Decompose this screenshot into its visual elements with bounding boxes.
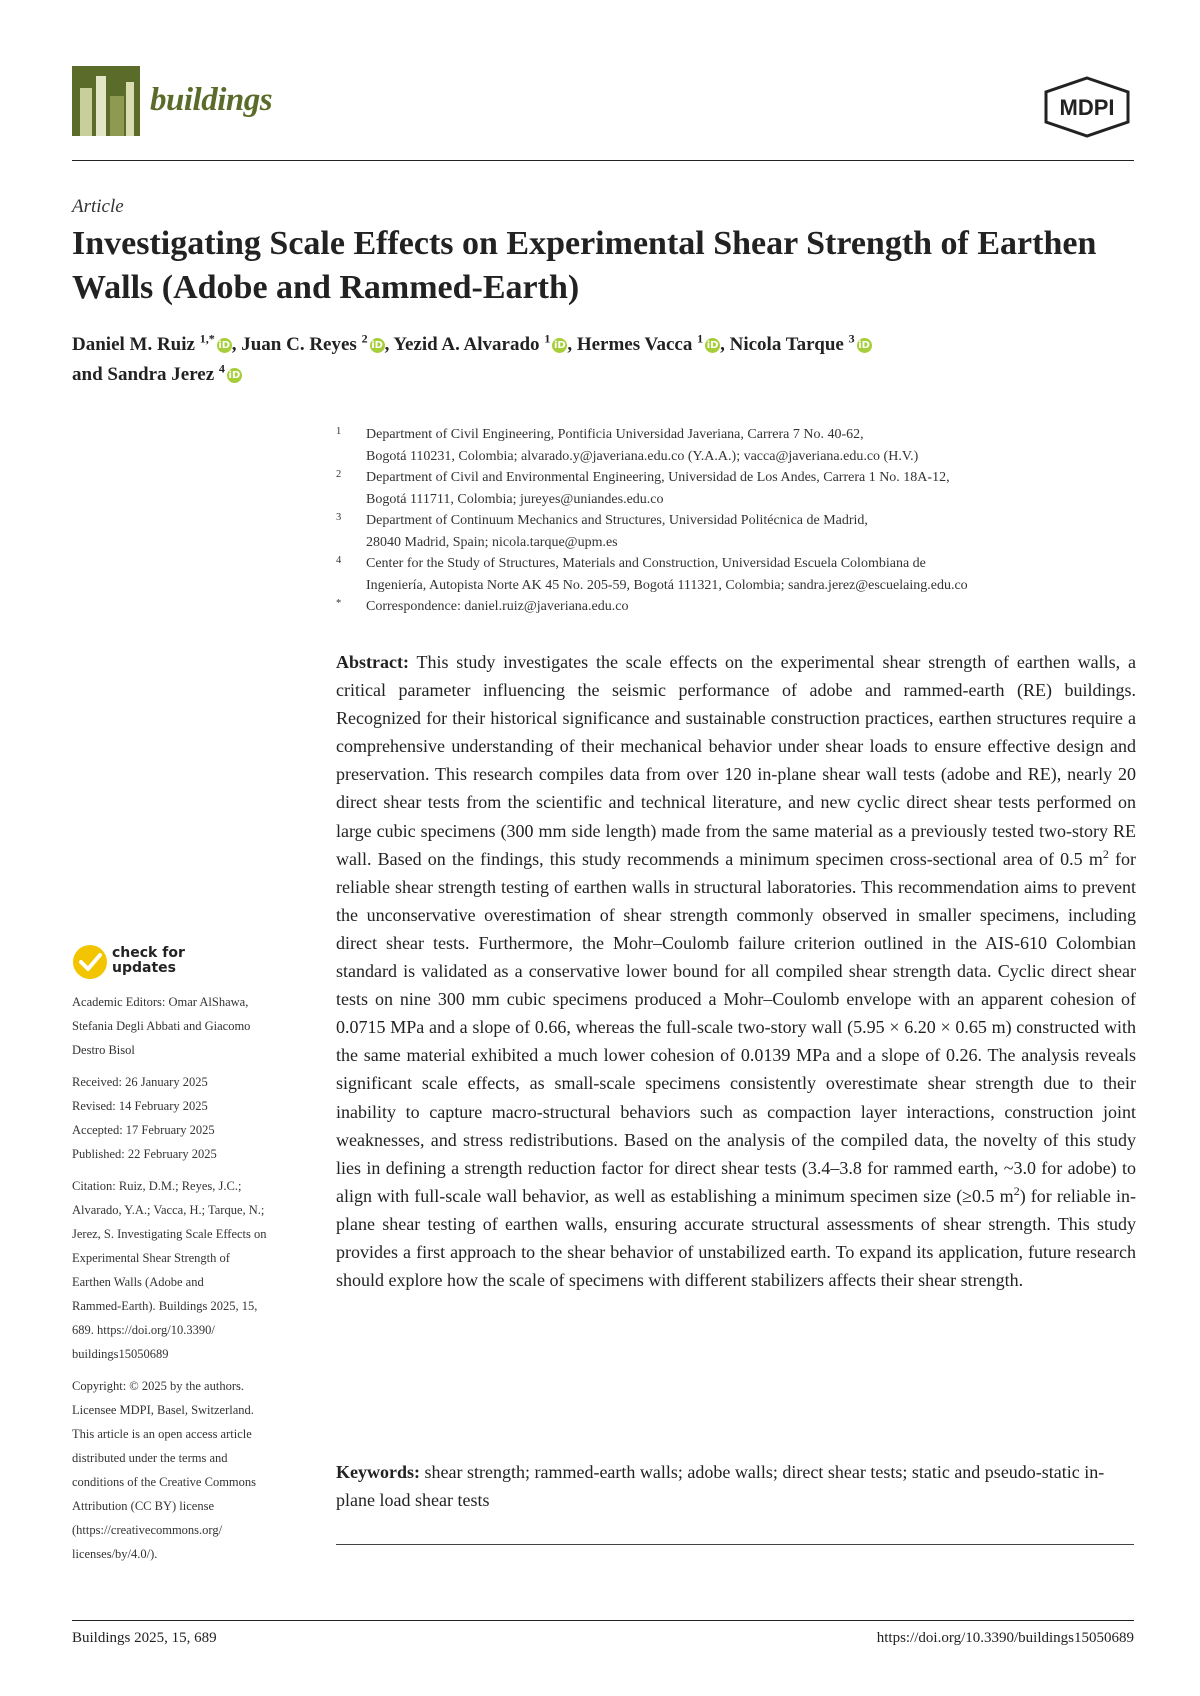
citation — [72, 1174, 312, 1366]
sidebar-line: Rammed-Earth). Buildings 2025, 15, — [72, 1299, 258, 1313]
orcid-icon[interactable]: iD — [706, 340, 719, 351]
author-affiliation-marker: 3 — [848, 331, 855, 346]
author-affiliation-marker: 1 — [697, 331, 704, 346]
journal-name: buildings — [150, 82, 273, 118]
keywords — [336, 1458, 1136, 1514]
sidebar-line: Stefania Degli Abbati and Giacomo — [72, 1019, 251, 1033]
revised-date: Revised: 14 February 2025 — [72, 1099, 208, 1113]
affiliations — [336, 424, 1136, 618]
affiliation-line: Center for the Study of Structures, Materials and Construction, Universidad Escuela Colombiana de — [366, 556, 926, 571]
sidebar-line: Licensee MDPI, Basel, Switzerland. — [72, 1403, 254, 1417]
correspondence-item — [336, 596, 1136, 618]
affiliation-item — [336, 553, 1136, 596]
academic-editors — [72, 990, 312, 1062]
author-name: Daniel M. Ruiz — [72, 334, 195, 355]
buildings-journal-logo — [72, 66, 140, 136]
copyright — [72, 1374, 312, 1566]
license-link[interactable]: licenses/by/4.0/). — [72, 1547, 158, 1561]
check-updates-line: updates — [112, 960, 176, 976]
check-updates-icon — [72, 944, 108, 980]
svg-text:MDPI: MDPI — [1059, 95, 1115, 120]
affiliation-item — [336, 510, 1136, 553]
abstract-divider — [336, 1544, 1134, 1545]
footer-citation: Buildings 2025, 15, 689 — [72, 1630, 217, 1646]
affiliation-line: Bogotá 110231, Colombia; alvarado.y@javeriana.edu.co (Y.A.A.); vacca@javeriana.edu.co (H.V.) — [366, 448, 919, 464]
affiliation-number: 1 — [336, 426, 342, 437]
correspondence-marker: * — [336, 598, 342, 609]
footer-divider — [72, 1620, 1134, 1621]
affiliation-item — [336, 467, 1136, 510]
author-name: Juan C. Reyes — [241, 334, 357, 355]
received-date: Received: 26 January 2025 — [72, 1075, 208, 1089]
abstract-label: Abstract: — [336, 652, 409, 672]
affiliation-line: Department of Continuum Mechanics and Structures, Universidad Politécnica de Madrid, — [366, 513, 868, 528]
sidebar-line: conditions of the Creative Commons — [72, 1475, 257, 1489]
abstract-text: for reliable shear strength testing of earthen walls in structural laboratories. This recommendation aims to prevent the unconservative overestimation of shear strength commonly observed in smaller specimens, including direct shear tests. Furthermore, the Mohr–Coulomb failure criterion outlined in the AIS-610 Colombian standard is validated as a conservative lower bound for all compiled shear strength data. Cyclic direct shear tests on nine 300 mm cubic specimens produced a Mohr–Coulomb envelope with an apparent cohesion of 0.0715 MPa and a slope of 0.66, whereas the full-scale two-story wall (5.95 × 6.20 × 0.65 m) constructed with the same material exhibited a much lower cohesion of 0.0139 MPa and a slope of 0.26. The analysis reveals significant scale effects, as small-scale specimens consistently overestimate shear strength due to their inability to capture macro-structural behaviors such as compaction layer interactions, construction joint weaknesses, and stress redistributions. Based on the analysis of the compiled data, the novelty of this study lies in defining a strength reduction factor for direct shear tests (3.4–3.8 for rammed earth, ~3.0 for adobe) to align with full-scale wall behavior, as well as establishing a minimum specimen size (≥0.5 m — [336, 848, 1136, 1206]
check-updates-text — [112, 946, 185, 976]
mdpi-logo — [1040, 76, 1134, 138]
sidebar-line: distributed under the terms and — [72, 1451, 228, 1465]
abstract-superscript: 2 — [1102, 846, 1109, 861]
orcid-icon[interactable]: iD — [218, 340, 231, 351]
abstract — [336, 648, 1136, 1294]
article-type: Article — [72, 196, 124, 217]
affiliation-line: Ingeniería, Autopista Norte AK 45 No. 205-59, Bogotá 111321, Colombia; sandra.jerez@escuelaing.edu.co — [366, 577, 968, 593]
author-affiliation-marker: 4 — [218, 361, 225, 376]
sidebar-line: Academic Editors: Omar AlShawa, — [72, 995, 249, 1009]
affiliation-line: Department of Civil and Environmental Engineering, Universidad de Los Andes, Carrera 1 No. 18A-12, — [366, 470, 950, 485]
check-updates-line: check for — [112, 945, 185, 961]
affiliation-item — [336, 424, 1136, 467]
orcid-icon[interactable]: iD — [553, 340, 566, 351]
affiliation-line: 28040 Madrid, Spain; nicola.tarque@upm.es — [366, 534, 618, 550]
author-affiliation-marker: 1,* — [199, 331, 215, 346]
sidebar-line: Citation: Ruiz, D.M.; Reyes, J.C.; — [72, 1179, 242, 1193]
author-name: Nicola Tarque — [729, 334, 844, 355]
doi-link[interactable]: 689. https://doi.org/10.3390/ — [72, 1323, 215, 1337]
author-name: Yezid A. Alvarado — [393, 334, 540, 355]
published-date: Published: 22 February 2025 — [72, 1147, 217, 1161]
author-name: Hermes Vacca — [576, 334, 693, 355]
keywords-text: shear strength; rammed-earth walls; adobe walls; direct shear tests; static and pseudo-static in-plane load shear tests — [336, 1462, 1105, 1510]
author-name: and Sandra Jerez — [72, 364, 215, 385]
doi-link[interactable]: buildings15050689 — [72, 1347, 169, 1361]
sidebar-line: This article is an open access article — [72, 1427, 252, 1441]
orcid-icon[interactable]: iD — [228, 370, 241, 381]
orcid-icon[interactable]: iD — [858, 340, 870, 351]
footer-doi-link[interactable]: https://doi.org/10.3390/buildings15050689 — [876, 1630, 1134, 1646]
sidebar-line: Experimental Shear Strength of — [72, 1251, 230, 1265]
author-list: Daniel M. Ruiz $^{1,*}$ iD, Juan C. Reyes $^2$ iD, Yezid A. Alvarado $^1$ iD, Hermes Vacca $^1$ iD, Nicola Tarque $^3$ iD and Sandra Jerez $^4$ iD — [72, 331, 870, 385]
article-title: Investigating Scale Effects on Experimental Shear Strength of Earthen Walls (Adobe and Rammed-Earth) — [72, 225, 1097, 306]
article-info-sidebar — [72, 990, 312, 1574]
abstract-superscript: 2 — [1013, 1183, 1020, 1198]
header-divider — [72, 160, 1134, 161]
sidebar-line: Alvarado, Y.A.; Vacca, H.; Tarque, N.; — [72, 1203, 265, 1217]
abstract-text: ) for reliable in-plane shear testing of earthen walls, ensuring accurate structural assessments of shear strength. This study provides a first approach to the shear behavior of unstabilized earth. To expand its application, future research should explore how the scale of specimens with different stabilizers affects their shear strength. — [336, 1185, 1136, 1291]
accepted-date: Accepted: 17 February 2025 — [72, 1123, 215, 1137]
sidebar-line: Destro Bisol — [72, 1043, 135, 1057]
sidebar-line: Jerez, S. Investigating Scale Effects on — [72, 1227, 267, 1241]
author-affiliation-marker: 2 — [361, 331, 368, 346]
author-affiliation-marker: 1 — [544, 331, 551, 346]
sidebar-line: Attribution (CC BY) license — [72, 1499, 214, 1513]
sidebar-line: Earthen Walls (Adobe and — [72, 1275, 204, 1289]
license-link[interactable]: (https://creativecommons.org/ — [72, 1523, 223, 1537]
affiliation-number: 4 — [336, 555, 342, 566]
orcid-icon[interactable]: iD — [371, 340, 383, 351]
check-for-updates-badge[interactable] — [72, 944, 192, 984]
publication-dates — [72, 1070, 312, 1166]
sidebar-line: Copyright: © 2025 by the authors. — [72, 1379, 244, 1393]
correspondence-line: Correspondence: daniel.ruiz@javeriana.edu.co — [366, 599, 629, 614]
affiliation-number: 3 — [336, 512, 342, 523]
affiliation-line: Bogotá 111711, Colombia; jureyes@uniandes.edu.co — [366, 491, 664, 507]
abstract-text: This study investigates the scale effects on the experimental shear strength of earthen walls, a critical parameter influencing the seismic performance of adobe and rammed-earth (RE) buildings. Recognized for their historical significance and sustainable construction practices, earthen structures require a comprehensive understanding of their mechanical behavior under shear loads to ensure effective design and preservation. This research compiles data from over 120 in-plane shear wall tests (adobe and RE), nearly 20 direct shear tests from the scientific and technical literature, and new cyclic direct shear tests performed on large cubic specimens (300 mm side length) made from the same material as a previously tested two-story RE wall. Based on the findings, this study recommends a minimum specimen cross-sectional area of 0.5 m — [336, 652, 1136, 869]
affiliation-number: 2 — [336, 469, 342, 480]
affiliation-line: Department of Civil Engineering, Pontificia Universidad Javeriana, Carrera 7 No. 40-62, — [366, 427, 864, 442]
keywords-label: Keywords: — [336, 1462, 420, 1482]
